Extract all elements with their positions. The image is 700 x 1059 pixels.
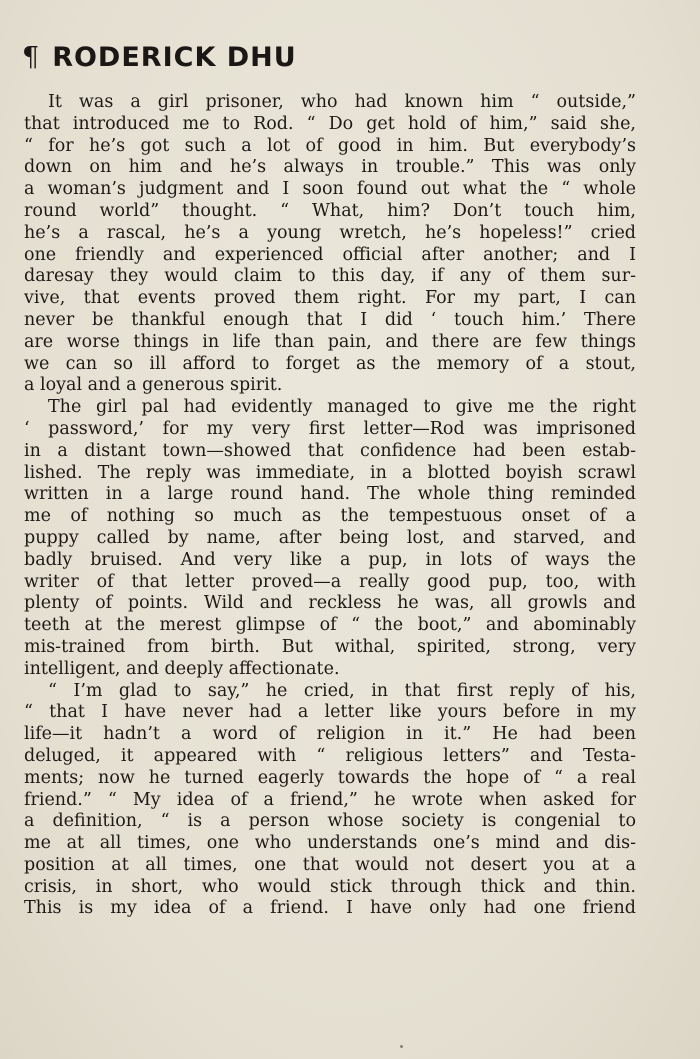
chapter-heading: [22, 44, 297, 71]
page-speck: [400, 1045, 403, 1048]
text-line: friend.” “ My idea of a friend,” he wrote when asked for: [24, 789, 636, 810]
text-line: vive, that events proved them right. For my part, I can: [24, 288, 636, 309]
text-line: he’s a rascal, he’s a young wretch, he’s hopeless!” cried: [24, 222, 636, 243]
pilcrow-mark: ¶: [22, 42, 41, 73]
text-line: down on him and he’s always in trouble.” This was only: [24, 157, 636, 178]
text-line: badly bruised. And very like a pup, in lots of ways the: [24, 549, 636, 570]
text-line: ‘ password,’ for my very first letter—Rod was imprisoned: [24, 418, 636, 439]
text-line: intelligent, and deeply affectionate.: [24, 658, 340, 679]
text-line: It was a girl prisoner, who had known him “ outside,”: [48, 92, 636, 112]
text-line: writer of that letter proved—a really good pup, too, with: [24, 571, 636, 592]
text-line: a woman’s judgment and I soon found out what the “ whole: [24, 179, 636, 200]
text-line: This is my idea of a friend. I have only had one friend: [24, 898, 636, 919]
text-line: daresay they would claim to this day, if any of them sur-: [24, 266, 636, 287]
text-line: me of nothing so much as the tempestuous onset of a: [24, 506, 636, 527]
text-line: “ that I have never had a letter like yours before in my: [24, 702, 636, 723]
text-line: we can so ill afford to forget as the memory of a stout,: [24, 353, 636, 374]
text-line: written in a large round hand. The whole thing reminded: [24, 484, 636, 505]
text-line: never be thankful enough that I did ‘ touch him.’ There: [24, 309, 636, 330]
text-line: plenty of points. Wild and reckless he was, all growls and: [24, 593, 636, 614]
text-line: The girl pal had evidently managed to give me the right: [48, 397, 636, 418]
text-line: puppy called by name, after being lost, and starved, and: [24, 527, 636, 548]
chapter-title: RODERICK DHU: [52, 42, 297, 73]
text-line: lished. The reply was immediate, in a blotted boyish scrawl: [24, 462, 636, 483]
text-line: “ for he’s got such a lot of good in him. But everybody’s: [24, 135, 636, 156]
text-line: teeth at the merest glimpse of “ the boot,” and abominably: [24, 615, 636, 636]
text-line: “ I’m glad to say,” he cried, in that first reply of his,: [48, 680, 636, 701]
text-line: are worse things in life than pain, and there are few things: [24, 331, 636, 352]
text-line: round world” thought. “ What, him? Don’t touch him,: [24, 200, 636, 221]
text-line: a definition, “ is a person whose society is congenial to: [24, 811, 636, 832]
text-line: position at all times, one that would not desert you at a: [24, 854, 636, 875]
text-line: crisis, in short, who would stick through thick and thin.: [24, 876, 636, 897]
text-line: life—it hadn’t a word of religion in it.” He had been: [24, 724, 636, 745]
body-text: [24, 92, 636, 920]
text-line: me at all times, one who understands one’s mind and dis-: [24, 833, 636, 854]
text-line: one friendly and experienced official after another; and I: [24, 244, 636, 265]
text-line: ments; now he turned eagerly towards the hope of “ a real: [24, 767, 636, 788]
text-line: that introduced me to Rod. “ Do get hold of him,” said she,: [24, 113, 636, 134]
text-line: mis-trained from birth. But withal, spirited, strong, very: [24, 636, 636, 657]
text-line: a loyal and a generous spirit.: [24, 375, 283, 396]
text-line: in a distant town—showed that confidence had been estab-: [24, 440, 636, 461]
text-line: deluged, it appeared with “ religious letters” and Testa-: [24, 745, 636, 766]
